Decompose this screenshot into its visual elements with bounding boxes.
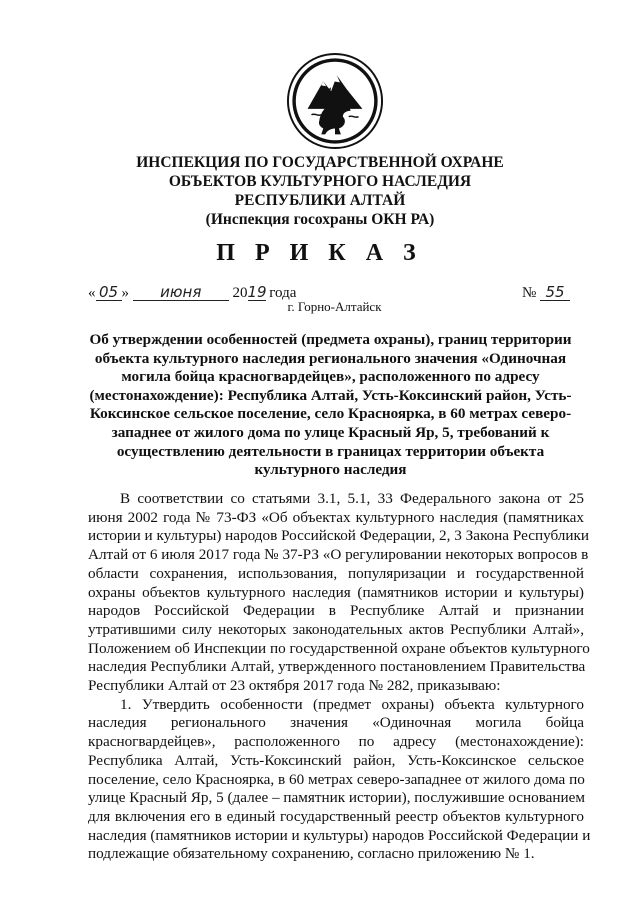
document-body (88, 490, 591, 864)
body-line: народов Российской Федерации в Республике Алтай и признании (88, 602, 584, 620)
body-line: красногвардейцев», расположенного по адресу (местонахождение): (88, 733, 584, 751)
org-name-line: РЕСПУБЛИКИ АЛТАЙ (234, 192, 406, 209)
date-year-suffix: 19 (247, 283, 267, 301)
document-subject (88, 331, 573, 480)
subject-line: Об утверждении особенностей (предмета охраны), границ территории (89, 331, 572, 348)
body-line: В соответствии со статьями 3.1, 5.1, 33 Федерального закона от 25 (120, 490, 584, 507)
body-line: наследия Республики Алтай, утвержденного постановлением Правительства (88, 658, 586, 676)
body-line: улице Красный Яр, 5 (далее – памятник истории), послужившие основанием (88, 789, 586, 807)
body-line: наследия (памятников истории и культуры) народов Российской Федерации и (88, 826, 591, 844)
subject-line: осуществлению деятельности в границах территории объекта (116, 442, 545, 460)
org-name-line: ИНСПЕКЦИЯ ПО ГОСУДАРСТВЕННОЙ ОХРАНЕ (136, 154, 504, 171)
body-line: истории и культуры) народов Российской Федерации, 2, 3 Закона Республики (88, 527, 590, 545)
number-label: № (522, 285, 537, 301)
altai-republic-emblem-icon (286, 52, 384, 150)
body-line: Республики Алтай от 23 октября 2017 года № 282, приказываю: (88, 677, 501, 695)
body-line: утратившими силу некоторых законодательных актов Республики Алтай», (88, 620, 584, 638)
subject-line: Коксинское сельское поселение, село Красноярка, в 60 метрах северо- (89, 405, 572, 423)
body-line: 1. Утвердить особенности (предмет охраны) объекта культурного (120, 695, 584, 713)
org-name-line: ОБЪЕКТОВ КУЛЬТУРНОГО НАСЛЕДИЯ (168, 173, 472, 190)
body-line: Положением об Инспекции по государственной охране объектов культурного (88, 639, 590, 657)
date-close-quote: » (121, 285, 129, 301)
date-year-prefix: 20 (232, 285, 248, 301)
number-value: 55 (540, 284, 570, 301)
date-day: 05 (96, 284, 122, 301)
subject-line: культурного наследия (254, 461, 407, 479)
date-year-word: года (269, 285, 297, 301)
document-city: г. Горно-Алтайск (287, 299, 382, 314)
date-open-quote: « (88, 285, 96, 301)
body-line: Алтай от 6 июля 2017 года № 37-РЗ «О регулировании некоторых вопросов в (88, 546, 589, 564)
body-line: для включения его в единый государственный реестр объектов культурного (88, 807, 584, 825)
subject-line: (местонахождение): Республика Алтай, Усть-Коксинский район, Усть- (89, 386, 572, 404)
body-line: наследия регионального значения «Одиночная могила бойца (88, 714, 584, 732)
body-line: области сохранения, использования, популяризации и государственной (88, 564, 584, 582)
body-line: подлежащие обязательному сохранению, согласно приложению № 1. (88, 845, 535, 863)
body-line: поселение, село Красноярка, в 60 метрах северо-западнее от жилого дома по (88, 770, 585, 788)
document-title: П Р И К А З (216, 240, 423, 266)
body-line: июня 2002 года № 73-ФЗ «Об объектах культурного наследия (памятниках (88, 508, 584, 526)
org-short-name: (Инспекция госохраны ОКН РА) (205, 211, 435, 228)
date-month: июня (133, 284, 229, 301)
body-line: охраны объектов культурного наследия (памятников истории и культуры) (88, 583, 584, 601)
subject-line: могила бойца красногвардейцев», расположенного по адресу (121, 368, 540, 386)
subject-line: западнее от жилого дома по улице Красный Яр, 5, требований к (111, 423, 550, 441)
subject-line: объекта культурного наследия регионального значения «Одиночная (94, 349, 567, 367)
body-line: Республика Алтай, Усть-Коксинский район, Усть-Коксинское сельское (88, 751, 584, 769)
